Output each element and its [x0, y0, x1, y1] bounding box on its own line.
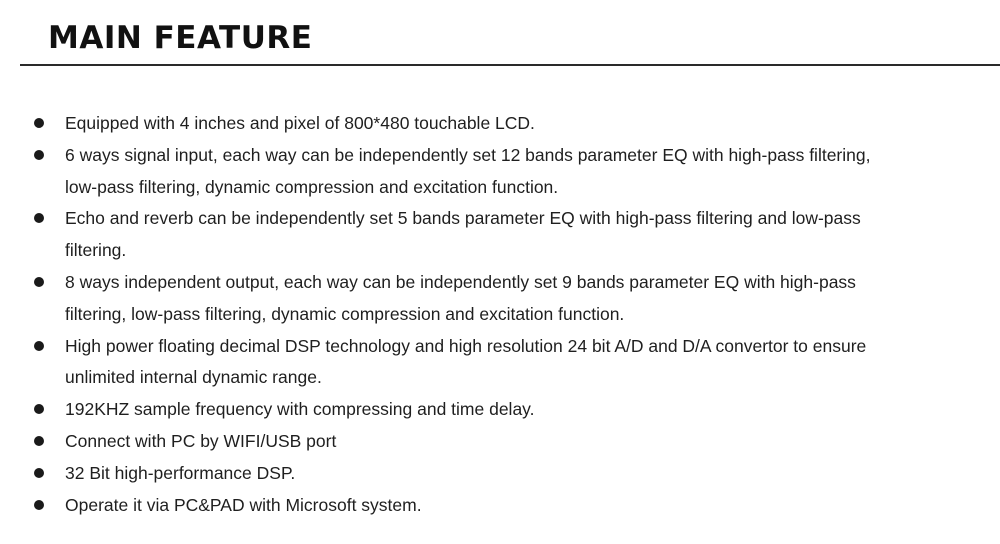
- bullet-icon: [34, 341, 44, 351]
- bullet-icon: [34, 277, 44, 287]
- feature-list: [30, 108, 992, 521]
- feature-item: [30, 458, 992, 490]
- bullet-icon: [34, 213, 44, 223]
- bullet-icon: [34, 404, 44, 414]
- feature-text: Equipped with 4 inches and pixel of 800*480 touchable LCD.: [65, 113, 535, 133]
- feature-text: High power floating decimal DSP technology and high resolution 24 bit A/D and D/A convertor to ensure: [65, 335, 867, 356]
- feature-text: unlimited internal dynamic range.: [65, 367, 322, 388]
- bullet-icon: [34, 500, 44, 510]
- bullet-icon: [34, 436, 44, 446]
- feature-item: [30, 108, 992, 140]
- feature-text: low-pass filtering, dynamic compression and excitation function.: [65, 176, 559, 197]
- feature-text: Connect with PC by WIFI/USB port: [65, 430, 337, 451]
- feature-item: [30, 140, 992, 204]
- feature-item: [30, 426, 992, 458]
- feature-text: filtering.: [65, 240, 127, 261]
- feature-item: [30, 394, 992, 426]
- feature-text: 8 ways independent output, each way can be independently set 9 bands parameter EQ with high-pass: [65, 271, 856, 292]
- title-divider: [20, 64, 1000, 66]
- feature-text: 32 Bit high-performance DSP.: [65, 462, 296, 483]
- feature-text: filtering, low-pass filtering, dynamic compression and excitation function.: [65, 303, 625, 324]
- feature-text: Operate it via PC&PAD with Microsoft system.: [65, 494, 422, 515]
- bullet-icon: [34, 118, 44, 128]
- feature-item: [30, 203, 992, 267]
- feature-item: [30, 267, 992, 331]
- bullet-icon: [34, 150, 44, 160]
- feature-text: 192KHZ sample frequency with compressing and time delay.: [65, 399, 535, 420]
- bullet-icon: [34, 468, 44, 478]
- page-title: MAIN FEATURE: [48, 20, 313, 56]
- feature-item: [30, 331, 992, 395]
- feature-text: 6 ways signal input, each way can be independently set 12 bands parameter EQ with high-pass filtering,: [65, 144, 871, 165]
- feature-item: [30, 490, 992, 522]
- feature-text: Echo and reverb can be independently set 5 bands parameter EQ with high-pass filtering and low-pass: [65, 208, 861, 229]
